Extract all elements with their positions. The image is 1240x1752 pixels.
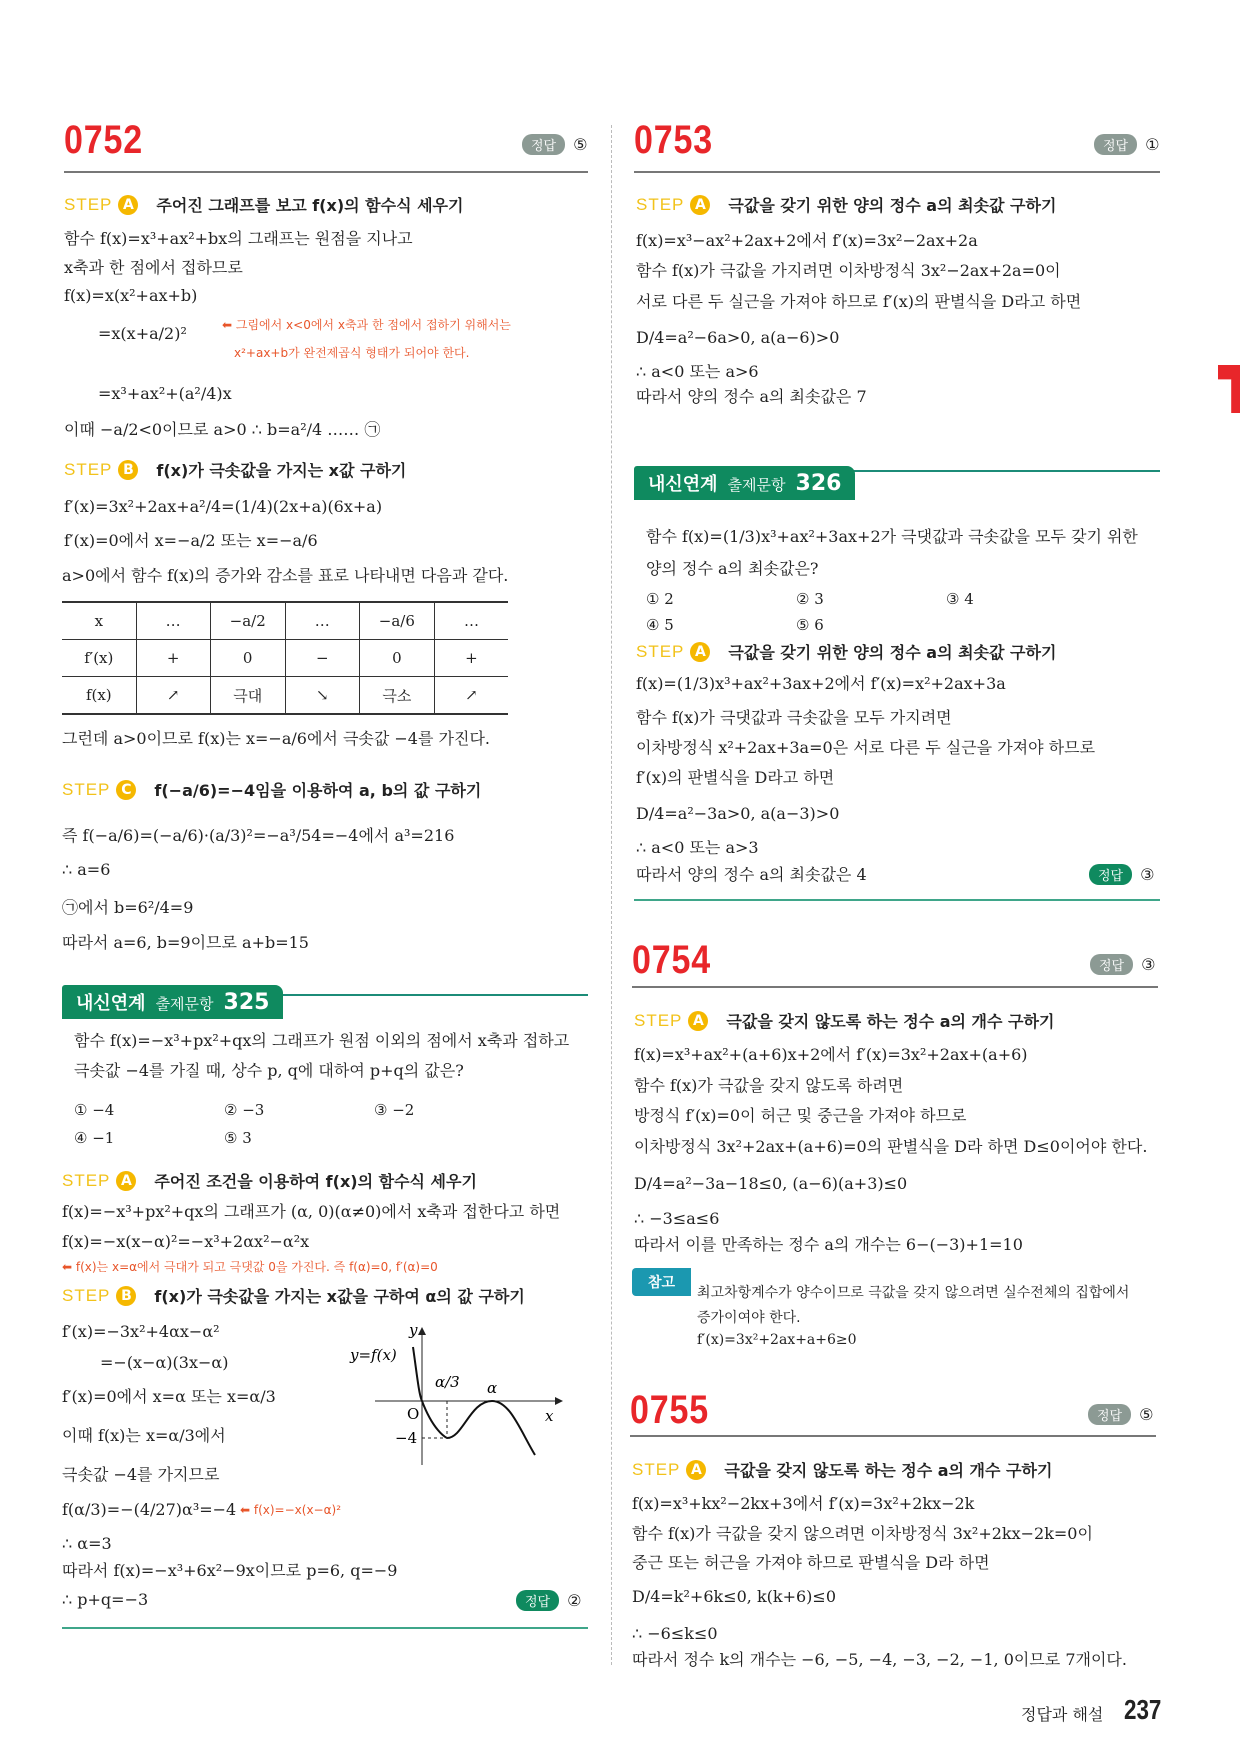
step-tag: STEP xyxy=(64,194,113,214)
header-rule xyxy=(632,986,1158,988)
step-title: 주어진 그래프를 보고 f(x)의 함수식 세우기 xyxy=(156,196,464,215)
header-rule xyxy=(64,171,588,173)
step-letter: B xyxy=(118,460,138,480)
question-line: 극솟값 −4를 가질 때, 상수 p, q에 대하여 p+q의 값은? xyxy=(74,1061,464,1080)
table-cell: − xyxy=(285,640,359,677)
solution-line: =x³+ax²+(a²/4)x xyxy=(98,384,232,403)
solution-line: 이차방정식 x²+2ax+3a=0은 서로 다른 두 실근을 가져야 하므로 xyxy=(636,738,1096,757)
solution-line: f′(x)=−3x²+4αx−α² xyxy=(62,1322,220,1341)
solution-line: 이때 f(x)는 x=α/3에서 xyxy=(62,1426,226,1445)
step-tag: STEP xyxy=(62,1285,111,1305)
increase-decrease-table xyxy=(62,601,508,715)
annotation-note: ⬅ f(x)=−x(x−α)² xyxy=(240,1503,342,1517)
column-divider xyxy=(611,125,612,1665)
answer-indicator xyxy=(522,134,587,155)
table-cell: ↗ xyxy=(434,677,508,715)
step-title: f(x)가 극솟값을 가지는 x값을 구하여 α의 값 구하기 xyxy=(154,1287,525,1306)
reference-line: 최고차항계수가 양수이므로 극값을 갖지 않으려면 실수전체의 집합에서 xyxy=(697,1285,1130,1301)
table-cell: f′(x) xyxy=(84,649,114,667)
step-title: f(−a/6)=−4임을 이용하여 a, b의 값 구하기 xyxy=(154,781,482,800)
step-tag: STEP xyxy=(634,1010,683,1030)
solution-line: 함수 f(x)=x³+ax²+bx의 그래프는 원점을 지나고 xyxy=(64,229,413,248)
answer-value: ⑤ xyxy=(573,135,588,154)
answer-badge: 정답 xyxy=(516,1590,559,1611)
table-cell: −a/6 xyxy=(359,602,434,640)
solution-line: =−(x−α)(3x−α) xyxy=(100,1353,229,1372)
curve-label: y=f(x) xyxy=(350,1346,397,1364)
solution-line: D/4=a²−6a>0, a(a−6)>0 xyxy=(636,328,840,347)
solution-line: 중근 또는 허근을 가져야 하므로 판별식을 D라 하면 xyxy=(632,1553,990,1572)
solution-line: ∴ −6≤k≤0 xyxy=(632,1624,718,1643)
solution-line: a>0에서 함수 f(x)의 증가와 감소를 표로 나타내면 다음과 같다. xyxy=(62,566,509,585)
step-a-header xyxy=(634,1009,1054,1032)
y-axis-arrow xyxy=(418,1327,426,1335)
table-cell: x xyxy=(94,612,104,630)
table-cell: 0 xyxy=(359,640,434,677)
header-rule xyxy=(630,1435,1156,1437)
solution-line: ㉠에서 b=6²/4=9 xyxy=(62,898,194,917)
solution-line: ∴ α=3 xyxy=(62,1534,112,1553)
related-problem-banner xyxy=(62,985,283,1019)
answer-indicator xyxy=(1090,954,1155,975)
solution-line: ∴ a<0 또는 a>6 xyxy=(636,362,759,381)
question-line: 양의 정수 a의 최솟값은? xyxy=(646,559,819,578)
choice-5: ⑤ 3 xyxy=(224,1129,252,1147)
solution-line: 따라서 양의 정수 a의 최솟값은 4 xyxy=(636,865,867,884)
solution-line: f(x)=x(x²+ax+b) xyxy=(64,286,198,305)
step-letter: A xyxy=(686,1460,706,1480)
problem-number: 0752 xyxy=(64,118,144,162)
answer-value: ① xyxy=(1145,135,1160,154)
choice-1: ① 2 xyxy=(646,590,674,608)
table-cell: −a/2 xyxy=(210,602,285,640)
problem-number: 0755 xyxy=(630,1388,710,1432)
solution-line: 따라서 a=6, b=9이므로 a+b=15 xyxy=(62,933,309,952)
step-a-header xyxy=(636,193,1056,216)
step-title: 극값을 갖지 않도록 하는 정수 a의 개수 구하기 xyxy=(724,1461,1053,1480)
banner-label: 출제문항 xyxy=(727,476,786,494)
solution-line: 함수 f(x)가 극값을 갖지 않도록 하려면 xyxy=(634,1076,904,1095)
step-tag: STEP xyxy=(636,641,685,661)
solution-line: 극솟값 −4를 가지므로 xyxy=(62,1465,220,1484)
solution-line: 즉 f(−a/6)=(−a/6)·(a/3)²=−a³/54=−4에서 a³=216 xyxy=(62,826,455,845)
footer-section: 정답과 해설 xyxy=(1021,1705,1104,1724)
step-letter: A xyxy=(690,642,710,662)
table-cell: … xyxy=(136,602,210,640)
solution-line: f(α/3)=−(4/27)α³=−4 xyxy=(62,1500,237,1519)
table-cell: ↘ xyxy=(285,677,359,715)
answer-indicator xyxy=(1094,134,1159,155)
banner-number: 325 xyxy=(223,990,270,1015)
step-title: 극값을 갖지 않도록 하는 정수 a의 개수 구하기 xyxy=(726,1012,1055,1031)
annotation-note: ⬅ f(x)는 x=α에서 극대가 되고 극댓값 0을 가진다. 즉 f(α)=0, f′(α)=0 xyxy=(62,1260,438,1274)
step-b-header xyxy=(62,1284,525,1307)
solution-line: =x(x+a/2)² xyxy=(98,324,187,343)
solution-line: 따라서 정수 k의 개수는 −6, −5, −4, −3, −2, −1, 0이므로 7개이다. xyxy=(632,1650,1127,1669)
solution-line: 이차방정식 3x²+2ax+(a+6)=0의 판별식을 D라 하면 D≤0이어야 한다. xyxy=(634,1137,1148,1156)
solution-line: ∴ a<0 또는 a>3 xyxy=(636,838,759,857)
choice-2: ② −3 xyxy=(224,1101,265,1119)
step-letter: B xyxy=(116,1286,136,1306)
x-axis-arrow xyxy=(555,1397,563,1405)
step-a-header xyxy=(636,640,1056,663)
solution-line: 함수 f(x)가 극값을 가지려면 이차방정식 3x²−2ax+2a=0이 xyxy=(636,261,1061,280)
table-cell: + xyxy=(136,640,210,677)
annotation-note: x²+ax+b가 완전제곱식 형태가 되어야 한다. xyxy=(234,346,470,360)
solution-line: D/4=a²−3a>0, a(a−3)>0 xyxy=(636,804,840,823)
step-letter: A xyxy=(690,195,710,215)
banner-brand: 내신연계 xyxy=(648,474,718,495)
solution-line: 함수 f(x)가 극댓값과 극솟값을 모두 가지려면 xyxy=(636,708,952,727)
step-title: 주어진 조건을 이용하여 f(x)의 함수식 세우기 xyxy=(154,1172,477,1191)
step-tag: STEP xyxy=(64,459,113,479)
step-tag: STEP xyxy=(632,1459,681,1479)
table-row xyxy=(62,677,508,715)
x-label: x xyxy=(545,1407,554,1425)
solution-line: 따라서 f(x)=−x³+6x²−9x이므로 p=6, q=−9 xyxy=(62,1561,398,1580)
choice-3: ③ 4 xyxy=(946,590,974,608)
reference-label: 참고 xyxy=(632,1268,691,1296)
step-title: 극값을 갖기 위한 양의 정수 a의 최솟값 구하기 xyxy=(728,643,1057,662)
solution-line: 함수 f(x)가 극값을 갖지 않으려면 이차방정식 3x²+2kx−2k=0이 xyxy=(632,1524,1093,1543)
solution-line: f(x)=x³−ax²+2ax+2에서 f′(x)=3x²−2ax+2a xyxy=(636,231,978,250)
origin-label: O xyxy=(407,1405,420,1423)
solution-line: f(x)=−x(x−α)²=−x³+2αx²−α²x xyxy=(62,1232,310,1251)
section-end-rule xyxy=(62,1627,588,1629)
answer-value: ② xyxy=(567,1591,582,1610)
table-cell: … xyxy=(434,602,508,640)
choice-1: ① −4 xyxy=(74,1101,115,1119)
solution-line: ∴ −3≤a≤6 xyxy=(634,1209,720,1228)
step-letter: C xyxy=(116,780,136,800)
answer-value: ⑤ xyxy=(1139,1405,1154,1424)
table-row xyxy=(62,602,508,640)
solution-line: ∴ p+q=−3 xyxy=(62,1590,149,1609)
step-a-header xyxy=(62,1169,477,1192)
step-letter: A xyxy=(688,1011,708,1031)
choice-4: ④ 5 xyxy=(646,616,674,634)
choice-5: ⑤ 6 xyxy=(796,616,824,634)
answer-badge: 정답 xyxy=(1088,1404,1131,1425)
solution-line: f(x)=(1/3)x³+ax²+3ax+2에서 f′(x)=x²+2ax+3a xyxy=(636,674,1006,693)
y-label: y xyxy=(409,1325,418,1339)
function-graph xyxy=(345,1325,565,1470)
step-tag: STEP xyxy=(62,1170,111,1190)
solution-line: 그런데 a>0이므로 f(x)는 x=−a/6에서 극솟값 −4를 가진다. xyxy=(62,729,490,748)
solution-line: f(x)=−x³+px²+qx의 그래프가 (α, 0)(α≠0)에서 x축과 접한다고 하면 xyxy=(62,1202,561,1221)
solution-line: 따라서 이를 만족하는 정수 a의 개수는 6−(−3)+1=10 xyxy=(634,1235,1023,1254)
tick-label: −4 xyxy=(395,1429,418,1447)
tick-label: α/3 xyxy=(435,1373,460,1391)
section-end-rule xyxy=(634,899,1160,901)
reference-line: 증가이여야 한다. xyxy=(697,1310,801,1326)
solution-line: 서로 다른 두 실근을 가져야 하므로 f′(x)의 판별식을 D라고 하면 xyxy=(636,292,1082,311)
step-a-header xyxy=(632,1458,1052,1481)
solution-line: 따라서 양의 정수 a의 최솟값은 7 xyxy=(636,387,867,406)
banner-number: 326 xyxy=(795,471,842,496)
related-problem-banner xyxy=(634,466,855,500)
answer-badge: 정답 xyxy=(1090,954,1133,975)
choice-4: ④ −1 xyxy=(74,1129,115,1147)
question-line: 함수 f(x)=(1/3)x³+ax²+3ax+2가 극댓값과 극솟값을 모두 갖기 위한 xyxy=(646,527,1138,546)
question-line: 함수 f(x)=−x³+px²+qx의 그래프가 원점 이외의 점에서 x축과 접하고 xyxy=(74,1031,570,1050)
page-number: 237 xyxy=(1124,1694,1162,1725)
table-row xyxy=(62,640,508,677)
solution-line: f(x)=x³+ax²+(a+6)x+2에서 f′(x)=3x²+2ax+(a+6) xyxy=(634,1045,1028,1064)
step-tag: STEP xyxy=(62,779,111,799)
solution-line: 이때 −a/2<0이므로 a>0 ∴ b=a²/4 …… ㉠ xyxy=(64,420,381,439)
answer-indicator xyxy=(1089,864,1154,885)
header-rule xyxy=(634,171,1160,173)
solution-line: f(x)=x³+kx²−2kx+3에서 f′(x)=3x²+2kx−2k xyxy=(632,1494,975,1513)
solution-line: 방정식 f′(x)=0이 허근 및 중근을 가져야 하므로 xyxy=(634,1106,967,1125)
solution-line: D/4=a²−3a−18≤0, (a−6)(a+3)≤0 xyxy=(634,1174,908,1193)
answer-value: ③ xyxy=(1140,865,1155,884)
solution-line: ∴ a=6 xyxy=(62,860,111,879)
chapter-tab xyxy=(1218,365,1240,413)
step-tag: STEP xyxy=(636,194,685,214)
table-cell: 극소 xyxy=(359,677,434,715)
problem-number: 0754 xyxy=(632,938,712,982)
step-letter: A xyxy=(116,1171,136,1191)
answer-value: ③ xyxy=(1141,955,1156,974)
choice-2: ② 3 xyxy=(796,590,824,608)
answer-badge: 정답 xyxy=(1089,864,1132,885)
answer-badge: 정답 xyxy=(1094,134,1137,155)
solution-line: f′(x)=3x²+2ax+a²/4=(1/4)(2x+a)(6x+a) xyxy=(64,497,383,516)
step-title: f(x)가 극솟값을 가지는 x값 구하기 xyxy=(156,461,407,480)
solution-line: D/4=k²+6k≤0, k(k+6)≤0 xyxy=(632,1587,836,1606)
step-letter: A xyxy=(118,195,138,215)
solution-line: f′(x)=0에서 x=−a/2 또는 x=−a/6 xyxy=(64,531,318,550)
table-cell: 0 xyxy=(210,640,285,677)
answer-indicator xyxy=(1088,1404,1153,1425)
step-c-header xyxy=(62,778,481,801)
step-b-header xyxy=(64,458,406,481)
annotation-note: ⬅ 그림에서 x<0에서 x축과 한 점에서 접하기 위해서는 xyxy=(222,318,511,332)
table-cell: … xyxy=(285,602,359,640)
table-cell: + xyxy=(434,640,508,677)
step-title: 극값을 갖기 위한 양의 정수 a의 최솟값 구하기 xyxy=(728,196,1057,215)
choice-3: ③ −2 xyxy=(374,1101,415,1119)
banner-label: 출제문항 xyxy=(155,995,214,1013)
problem-number: 0753 xyxy=(634,118,714,162)
solution-line: f′(x)=0에서 x=α 또는 x=α/3 xyxy=(62,1387,276,1406)
solution-line: f′(x)의 판별식을 D라고 하면 xyxy=(636,768,835,787)
banner-brand: 내신연계 xyxy=(76,993,146,1014)
answer-indicator xyxy=(516,1590,581,1611)
reference-line: f′(x)=3x²+2ax+a+6≥0 xyxy=(697,1332,857,1348)
step-a-header xyxy=(64,193,463,216)
table-cell: ↗ xyxy=(136,677,210,715)
tick-label: α xyxy=(487,1379,498,1397)
table-cell: f(x) xyxy=(85,686,112,704)
table-cell: 극대 xyxy=(210,677,285,715)
answer-badge: 정답 xyxy=(522,134,565,155)
solution-line: x축과 한 점에서 접하므로 xyxy=(64,258,243,277)
